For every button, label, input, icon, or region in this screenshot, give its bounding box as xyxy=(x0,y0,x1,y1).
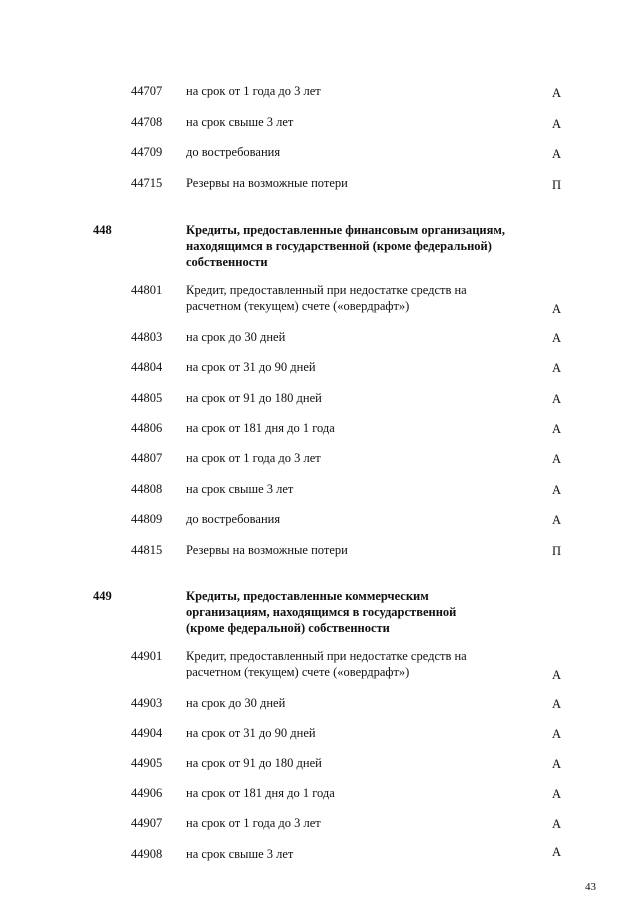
account-description: до востребования xyxy=(186,145,281,159)
account-code: 44904 xyxy=(131,726,163,740)
account-code: 44906 xyxy=(131,786,163,800)
account-description: на срок до 30 дней xyxy=(186,330,286,344)
account-code: 44905 xyxy=(131,756,163,770)
account-type: П xyxy=(552,544,562,558)
account-code: 44907 xyxy=(131,816,163,830)
account-type: П xyxy=(552,178,562,192)
account-description: до востребования xyxy=(186,512,281,526)
account-code: 44807 xyxy=(131,451,163,465)
section-number: 448 xyxy=(93,223,112,237)
account-type: А xyxy=(552,117,562,131)
account-description: Резервы на возможные потери xyxy=(186,543,348,557)
account-type: А xyxy=(552,513,562,527)
account-code: 44815 xyxy=(131,543,163,557)
account-description: на срок свыше 3 лет xyxy=(186,847,294,861)
section-number: 449 xyxy=(93,589,112,603)
account-description: на срок от 31 до 90 дней xyxy=(186,726,316,740)
account-code: 44806 xyxy=(131,421,163,435)
account-code: 44808 xyxy=(131,482,163,496)
account-description: на срок от 91 до 180 дней xyxy=(186,391,322,405)
account-type: А xyxy=(552,392,562,406)
account-type: А xyxy=(552,302,562,316)
account-description: на срок от 181 дня до 1 года xyxy=(186,421,335,435)
account-type: А xyxy=(552,757,562,771)
account-type: А xyxy=(552,727,562,741)
page-number: 43 xyxy=(585,881,596,893)
account-code: 44809 xyxy=(131,512,163,526)
account-code: 44801 xyxy=(131,283,163,297)
account-type: А xyxy=(552,483,562,497)
account-type: А xyxy=(552,845,562,859)
account-description: на срок от 91 до 180 дней xyxy=(186,756,322,770)
account-code: 44903 xyxy=(131,696,163,710)
account-description: на срок свыше 3 лет xyxy=(186,482,294,496)
account-description: Резервы на возможные потери xyxy=(186,176,348,190)
account-code: 44901 xyxy=(131,649,163,663)
account-description: на срок от 181 дня до 1 года xyxy=(186,786,335,800)
account-description: на срок от 1 года до 3 лет xyxy=(186,451,321,465)
account-type: А xyxy=(552,331,562,345)
account-description: на срок от 1 года до 3 лет xyxy=(186,84,321,98)
section-title: Кредиты, предоставленные коммерческим организациям, находящимся в государственной (кроме федеральной) собственности xyxy=(186,589,457,635)
account-type: А xyxy=(552,697,562,711)
account-code: 44805 xyxy=(131,391,163,405)
account-code: 44803 xyxy=(131,330,163,344)
account-code: 44715 xyxy=(131,176,163,190)
account-type: А xyxy=(552,817,562,831)
account-type: А xyxy=(552,361,562,375)
account-code: 44709 xyxy=(131,145,163,159)
account-type: А xyxy=(552,787,562,801)
account-type: А xyxy=(552,86,562,100)
account-code: 44908 xyxy=(131,847,163,861)
account-code: 44804 xyxy=(131,360,163,374)
account-type: А xyxy=(552,668,562,682)
account-description: Кредит, предоставленный при недостатке средств на расчетном (текущем) счете («овердрафт») xyxy=(186,649,467,679)
account-type: А xyxy=(552,452,562,466)
account-description: на срок от 31 до 90 дней xyxy=(186,360,316,374)
account-description: на срок от 1 года до 3 лет xyxy=(186,816,321,830)
account-type: А xyxy=(552,422,562,436)
account-code: 44708 xyxy=(131,115,163,129)
account-description: Кредит, предоставленный при недостатке средств на расчетном (текущем) счете («овердрафт») xyxy=(186,283,467,313)
section-title: Кредиты, предоставленные финансовым организациям, находящимся в государственной (кроме федеральной) собственности xyxy=(186,223,506,269)
account-type: А xyxy=(552,147,562,161)
account-code: 44707 xyxy=(131,84,163,98)
account-description: на срок свыше 3 лет xyxy=(186,115,294,129)
account-description: на срок до 30 дней xyxy=(186,696,286,710)
